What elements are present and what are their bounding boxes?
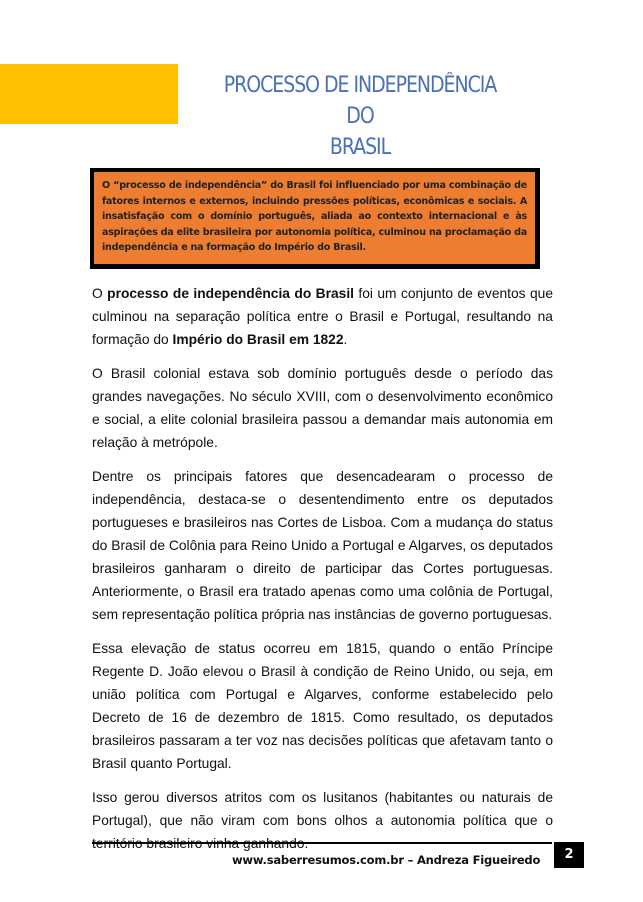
p1-text-e: . xyxy=(343,332,348,347)
p1-text-c: foi um conjunto de eventos que culminou na separação política entre o Brasil e Portugal, resultando na formação do xyxy=(92,286,553,347)
summary-text: O “processo de independência” do Brasil foi influenciado por uma combinação de fatores internos e externos, incluindo pressões políticas, econômicas e sociais. A insatisfação com o domínio português, aliada ao contexto internacional e às aspirações da elite brasileira por autonomia política, culminou na proclamação da independência e na formação do Império do Brasil. xyxy=(102,180,527,254)
page-number: 2 xyxy=(554,842,584,868)
body-content xyxy=(92,282,553,866)
header-accent-bar xyxy=(0,64,178,124)
title-line-2: BRASIL xyxy=(329,135,391,160)
p1-bold-empire: Império do Brasil em 1822 xyxy=(172,332,344,347)
title-line-1: PROCESSO DE INDEPENDÊNCIA DO xyxy=(223,73,497,129)
paragraph-2: O Brasil colonial estava sob domínio português desde o período das grandes navegações. No século XVIII, com o desenvolvimento econômico e social, a elite colonial brasileira passou a demandar mais autonomia em relação à metrópole. xyxy=(92,366,553,450)
p1-bold-term: processo de independência do Brasil xyxy=(107,286,354,301)
paragraph-5: Isso gerou diversos atritos com os lusitanos (habitantes ou naturais de Portugal), que não viram com bons olhos a autonomia política que o xyxy=(92,790,553,828)
summary-box xyxy=(90,168,540,269)
page-title xyxy=(218,70,502,163)
footer-divider xyxy=(92,842,552,844)
paragraph-4: Essa elevação de status ocorreu em 1815, quando o então Príncipe Regente D. João elevou o Brasil à condição de Reino Unido, ou seja, em união política com Portugal e Algarves, conforme estabelecido pelo Decreto de 16 de dezembro de 1815. Como resultado, os deputados brasileiros passaram a ter voz nas decisões políticas que afetavam tanto o Brasil quanto Portugal. xyxy=(92,641,553,771)
paragraph-1 xyxy=(92,282,553,351)
paragraph-3: Dentre os principais fatores que desencadearam o processo de independência, destaca-se o desentendimento entre os deputados portugueses e brasileiros nas Cortes de Lisboa. Com a mudança do status do Brasil de Colônia para Reino Unido a Portugal e Algarves, os deputados brasileiros ganharam o direito de participar das Cortes portuguesas. Anteriormente, o Brasil era tratado apenas como uma colônia de Portugal, sem representação política própria nas instâncias de governo portuguesas. xyxy=(92,469,553,622)
p1-text-a: O xyxy=(92,286,108,301)
footer-credit: www.saberresumos.com.br – Andreza Figueiredo xyxy=(232,853,541,867)
